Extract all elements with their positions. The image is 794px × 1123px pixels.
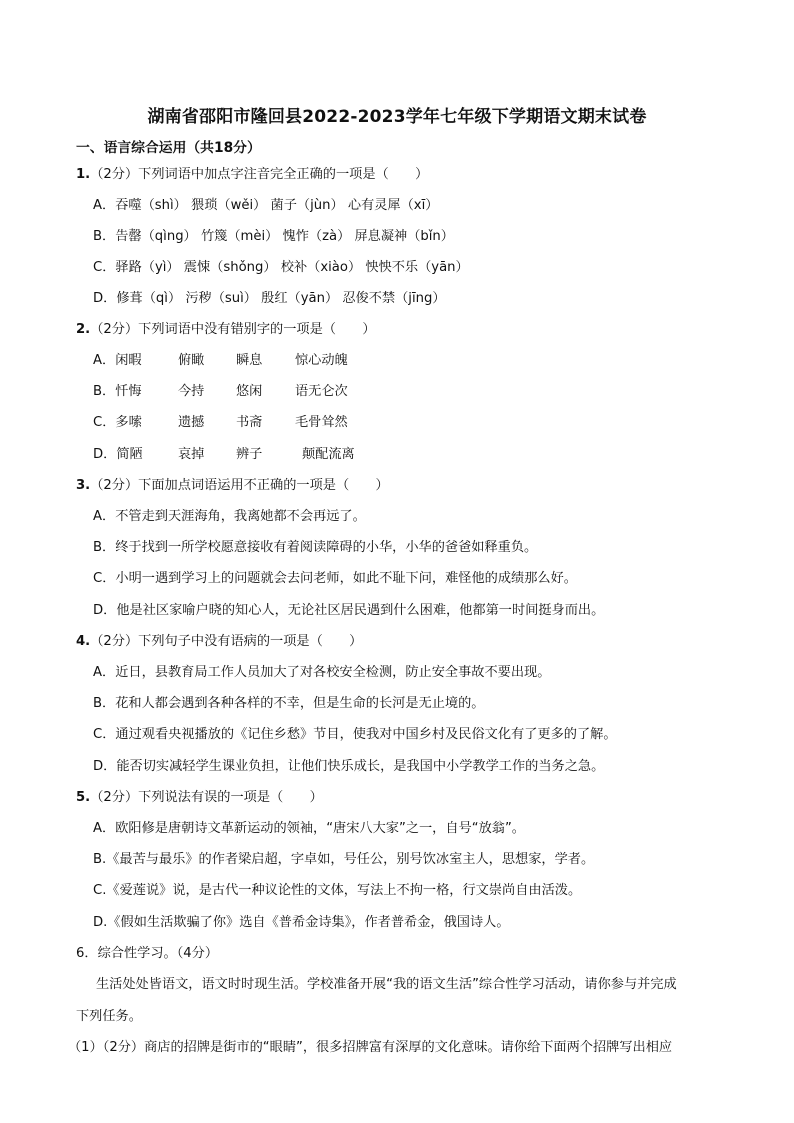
question-text: （2分）下列词语中没有错别字的一项是（ ） — [90, 322, 376, 337]
question-4-option-a: A．近日，县教育局工作人员加大了对各校安全检测，防止安全事故不要出现。 — [93, 665, 551, 680]
question-6-paragraph-line-2: 下列任务。 — [76, 1009, 142, 1024]
question-1-option-b: B．告罄（qìng） 竹篾（mèi） 愧怍（zà） 屏息凝神（bǐn） — [93, 229, 454, 244]
question-5-stem — [76, 787, 323, 809]
question-text: （2分）下面加点词语运用不正确的一项是（ ） — [90, 478, 389, 493]
question-2-option-a — [93, 350, 393, 372]
question-text: （2分）下列句子中没有语病的一项是（ ） — [90, 634, 363, 649]
question-1-stem — [76, 164, 428, 186]
option-word: C．多嗦 — [93, 415, 142, 430]
page-title: 湖南省邵阳市隆回县2022-2023学年七年级下学期语文期末试卷 — [147, 107, 647, 127]
option-word: 书斋 — [236, 415, 263, 430]
question-6-paragraph-line-1: 生活处处皆语文，语文时时现生活。学校准备开展“我的语文生活”综合性学习活动，请你参与并完成 — [96, 977, 677, 992]
question-3-option-d: D．他是社区家喻户晓的知心人，无论社区居民遇到什么困难，他都第一时间挺身而出。 — [93, 603, 605, 618]
question-3-option-b: B．终于找到一所学校愿意接收有着阅读障碍的小华，小华的爸爸如释重负。 — [93, 540, 538, 555]
question-3-option-a: A．不管走到天涯海角，我离她都不会再远了。 — [93, 509, 366, 524]
option-word: 今持 — [178, 384, 205, 399]
question-4-stem — [76, 631, 362, 653]
question-number: 6． — [76, 946, 98, 961]
option-word: 毛骨耸然 — [295, 415, 348, 430]
question-4-option-b: B．花和人都会遇到各种各样的不幸，但是生命的长河是无止境的。 — [93, 696, 485, 711]
section-heading: 一、语言综合运用（共18分） — [76, 140, 261, 156]
question-number: 3. — [76, 478, 91, 493]
option-word: 哀掉 — [178, 447, 205, 462]
question-number: 1. — [76, 167, 91, 182]
question-1-option-c: C．驿路（yì） 震悚（shǒng） 校补（xiào） 怏怏不乐（yān） — [93, 260, 469, 275]
option-word: A．闲暇 — [93, 353, 142, 368]
question-4-option-d: D．能否切实减轻学生课业负担，让他们快乐成长，是我国中小学教学工作的当务之急。 — [93, 759, 605, 774]
question-text: 综合性学习。（4分） — [97, 946, 219, 961]
option-word: B．忏悔 — [93, 384, 142, 399]
question-4-option-c: C．通过观看央视播放的《记住乡愁》节目，使我对中国乡村及民俗文化有了更多的了解。 — [93, 727, 617, 742]
question-2-option-c — [93, 412, 393, 434]
question-text: （2分）下列说法有误的一项是（ ） — [90, 790, 323, 805]
option-word: 语无仑次 — [295, 384, 348, 399]
question-5-option-a: A．欧阳修是唐朝诗文革新运动的领袖，“唐宋八大家”之一，自号“放翁”。 — [93, 821, 525, 836]
question-1-option-d: D．修葺（qì） 污秽（suì） 殷红（yān） 忍俊不禁（jīng） — [93, 291, 446, 306]
question-5-option-b: B.《最苦与最乐》的作者梁启超，字卓如，号任公，别号饮冰室主人，思想家，学者。 — [93, 852, 595, 867]
question-1-option-a: A．吞噬（shì） 猥琐（wěi） 菌子（jùn） 心有灵犀（xī） — [93, 198, 439, 213]
option-word: 颠配流离 — [302, 447, 355, 462]
question-5-option-c: C.《爱莲说》说，是古代一种议论性的文体，写法上不拘一格，行文崇尚自由活泼。 — [93, 883, 582, 898]
question-number: 2. — [76, 322, 91, 337]
option-word: D．简陋 — [93, 447, 143, 462]
option-word: 惊心动魄 — [295, 353, 348, 368]
option-word: 俯瞰 — [178, 353, 205, 368]
question-5-option-d: D.《假如生活欺骗了你》选自《普希金诗集》，作者普希金，俄国诗人。 — [93, 915, 510, 930]
question-3-stem — [76, 475, 389, 497]
question-3-option-c: C．小明一遇到学习上的问题就会去问老师，如此不耻下问，难怪他的成绩那么好。 — [93, 571, 577, 586]
question-text: （2分）下列词语中加点字注音完全正确的一项是（ ） — [90, 167, 429, 182]
question-6-subquestion-1: （1）（2分）商店的招牌是街市的“眼睛”，很多招牌富有深厚的文化意味。请你给下面两个招牌写出相应 — [68, 1040, 673, 1055]
option-word: 悠闲 — [236, 384, 263, 399]
question-2-stem — [76, 319, 376, 341]
option-word: 瞬息 — [236, 353, 263, 368]
option-word: 辨子 — [236, 447, 263, 462]
question-2-option-b — [93, 381, 393, 403]
question-number: 4. — [76, 634, 91, 649]
question-number: 5. — [76, 790, 91, 805]
option-word: 遗撼 — [178, 415, 205, 430]
question-2-option-d — [93, 444, 393, 466]
question-6-stem — [76, 943, 218, 965]
